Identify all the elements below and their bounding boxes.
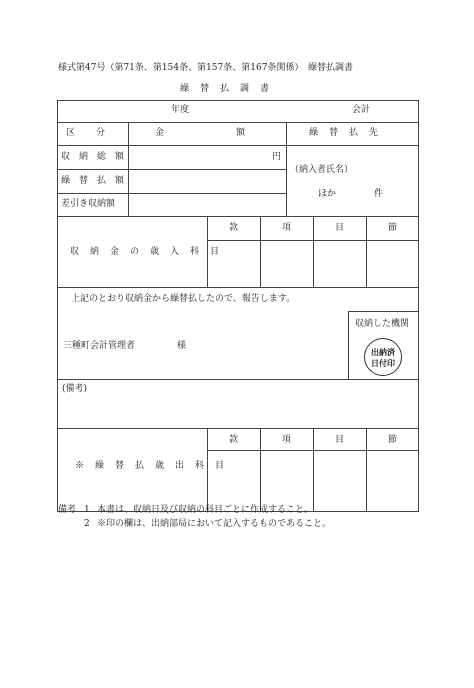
note-1-text: 本書は、収納日及び収納の科目ごとに作成すること。: [97, 505, 314, 515]
others-label: ほか: [318, 189, 337, 199]
expenditure-subject-setsu: 節: [388, 435, 398, 445]
transfer-destination-header: 繰 替 払 先: [309, 128, 380, 138]
stamp-text-date-seal: 日付印: [371, 358, 395, 368]
net-receipts-label: 差引き収納額: [61, 199, 116, 209]
revenue-subject-moku: 目: [335, 223, 345, 233]
expenditure-subject-kan: 款: [229, 435, 239, 445]
expenditure-items-label: ※ 繰 替 払 歳 出 科 目: [75, 461, 226, 471]
note-2-text: ※印の欄は、出納部局において記入するものであること。: [97, 519, 332, 529]
report-statement: 上記のとおり収納金から繰替払したので、報告します。: [71, 294, 296, 304]
net-receipts-field[interactable]: [129, 194, 286, 216]
fiscal-year-label: 年度: [171, 105, 190, 115]
amount-header: 金 額: [155, 128, 246, 138]
note-1-number: 1: [84, 505, 90, 515]
receiving-agency-label: 収納した機関: [355, 319, 410, 329]
page-title: 繰 替 払 調 書: [180, 84, 271, 94]
stamp-text-paid: 出納済: [371, 347, 395, 357]
note-2-number: 2: [84, 519, 90, 529]
remarks-field[interactable]: [58, 396, 418, 427]
accountant-label: 三種町会計管理者: [63, 341, 136, 351]
yen-unit: 円: [272, 152, 282, 162]
transfer-amount-label: 繰 替 払 額: [61, 176, 125, 186]
date-stamp-circle: [364, 338, 402, 376]
category-header: 区 分: [66, 128, 107, 138]
remarks-label: (備考): [62, 384, 88, 394]
honorific: 様: [177, 341, 187, 351]
transfer-amount-field[interactable]: [129, 170, 286, 193]
revenue-subject-kou: 項: [282, 223, 292, 233]
revenue-subject-setsu: 節: [388, 223, 398, 233]
account-label: 会計: [352, 105, 371, 115]
total-receipts-label: 収 納 総 額: [61, 152, 125, 162]
expenditure-subject-kou: 項: [282, 435, 292, 445]
payer-name-label: （納入者氏名）: [290, 165, 354, 175]
revenue-items-label: 収 納 金 の 歳 入 科 目: [70, 247, 221, 257]
notes-heading: 備考: [58, 505, 77, 515]
total-receipts-field[interactable]: [129, 146, 286, 169]
payer-name-field[interactable]: [287, 178, 418, 188]
expenditure-subject-moku: 目: [335, 435, 345, 445]
form-reference: 様式第47号（第71条、第154条、第157条、第167条関係） 繰替払調書: [58, 63, 353, 73]
cases-label: 件: [374, 189, 384, 199]
revenue-subject-kan: 款: [229, 223, 239, 233]
